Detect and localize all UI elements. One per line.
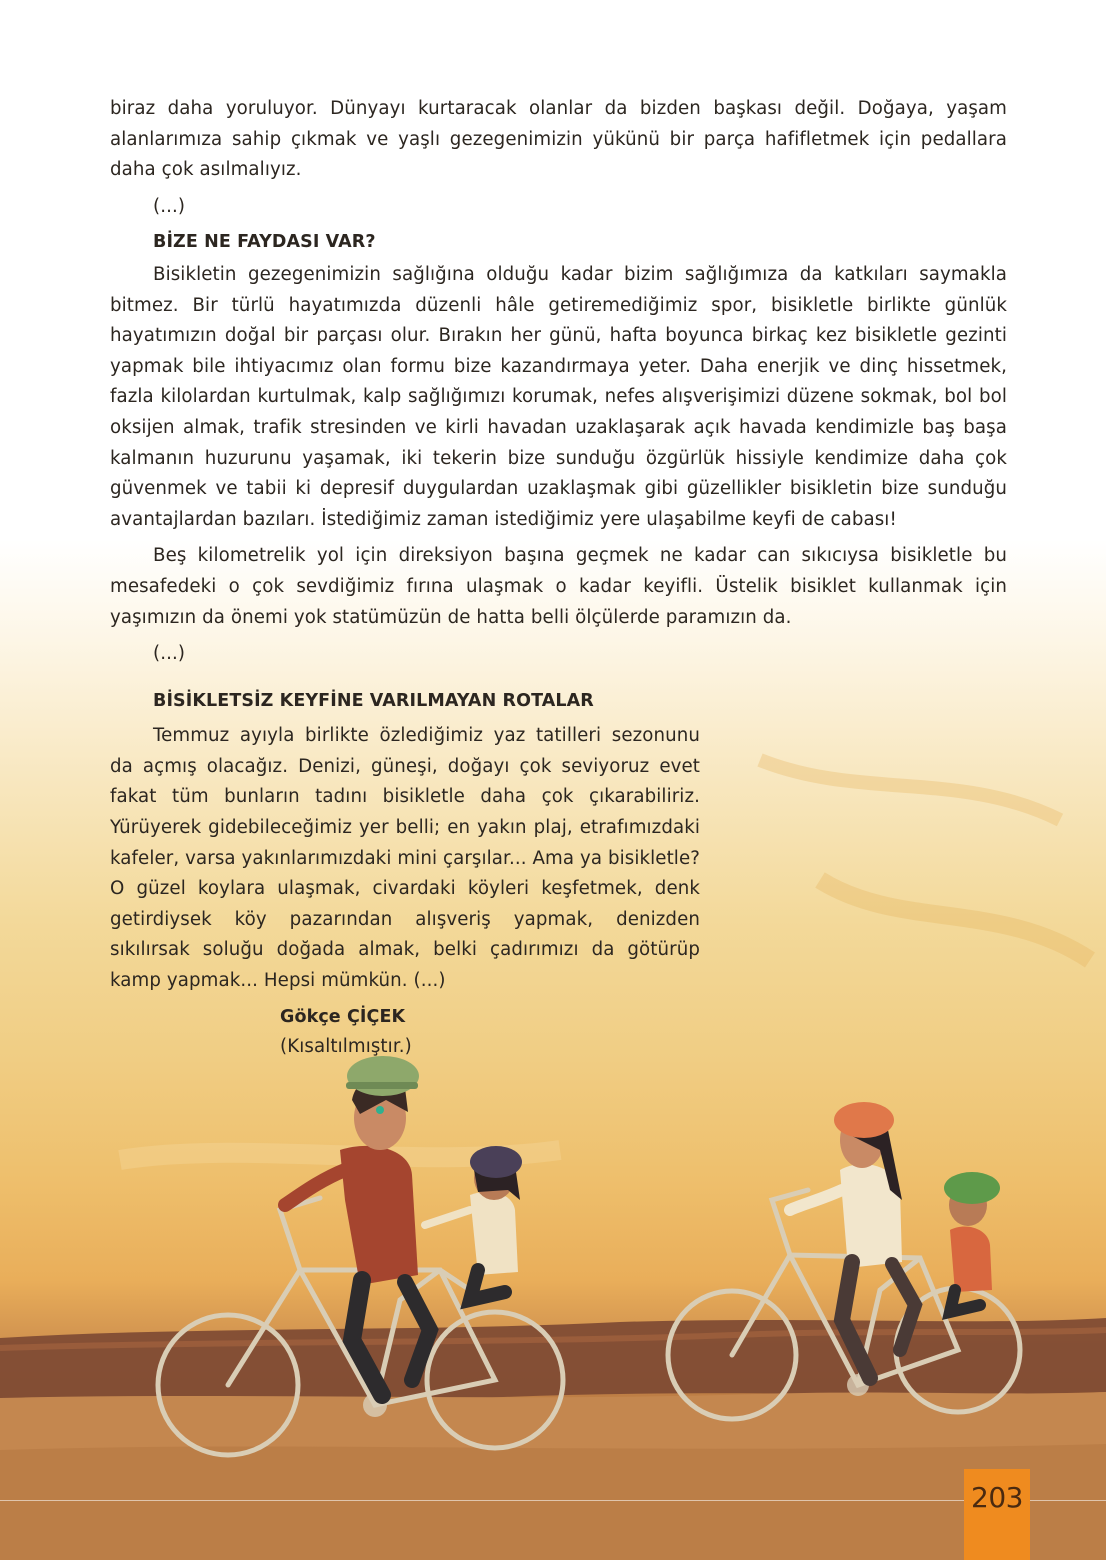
ellipsis-1: (...) bbox=[153, 195, 186, 217]
page-number: 203 bbox=[971, 1481, 1023, 1514]
page-number-tab bbox=[964, 1469, 1030, 1560]
paragraph-1: biraz daha yoruluyor. Dünyayı kurtaracak olanlar da bizden başkası değil. Doğaya, yaşam alanlarımıza sahip çıkmak ve yaşlı gezegenimizin yükünü bir parça hafifletmek için pedallara daha çok asılmalıyız. bbox=[110, 98, 1007, 181]
purple-helmet-icon bbox=[470, 1146, 522, 1178]
article-body bbox=[110, 94, 1007, 1063]
green-helmet-child-icon bbox=[944, 1172, 1000, 1204]
orange-helmet-icon bbox=[834, 1102, 894, 1138]
child-rider-left bbox=[425, 1146, 522, 1300]
author-block bbox=[110, 1002, 700, 1063]
paragraph-2: Bisikletin gezegenimizin sağlığına olduğu kadar bizim sağlığımıza da katkıları saymakla bitmez. Bir türlü hayatımızda düzenli hâle getiremediğimiz spor, bisikletle birlikte günlük hayatımızın doğal bir parçası olur. Bırakın her günü, hafta boyunca birkaç kez bisikletle gezinti yapmak bile ihtiyacımız olan formu bize kazandırmaya yeter. Daha enerjik ve dinç hissetmek, fazla kilolardan kurtulmak, kalp sağlığımızı korumak, nefes alışverişimizi düzene sokmak, bol bol oksijen almak, trafik stresinden ve kirli havadan uzaklaşarak açık havada kendimizle baş başa kalmanın huzurunu yaşamak, iki tekerin bize sunduğu özgürlük hissiyle kendimize daha çok güvenmek ve tabii ki depresif duygulardan uzaklaşmak gibi güzellikler bisikletin bize sunduğu avantajlardan bazıları. İstediğimiz zaman istediğimiz yere ulaşabilme keyfi de cabası! bbox=[110, 263, 1007, 530]
author-name: Gökçe ÇİÇEK bbox=[280, 1006, 406, 1027]
paragraph-3: Beş kilometrelik yol için direksiyon başına geçmek ne kadar can sıkıcıysa bisikletle bu mesafedeki o çok sevdiğimiz fırına ulaşmak o kadar keyifli. Üstelik bisiklet kullanmak için yaşımızın da önemi yok statümüzün de hatta belli ölçülerde paramızın da. bbox=[110, 545, 1007, 628]
ground-shade bbox=[0, 1444, 1106, 1560]
footer-rule bbox=[0, 1500, 1106, 1501]
child-rider-right bbox=[944, 1172, 1000, 1312]
abridged-note: (Kısaltılmıştır.) bbox=[280, 1036, 412, 1058]
ellipsis-2: (...) bbox=[153, 643, 186, 665]
section-heading-benefits: BİZE NE FAYDASI VAR? bbox=[153, 232, 376, 253]
paragraph-4: Temmuz ayıyla birlikte özlediğimiz yaz tatilleri sezonunu da açmış olacağız. Denizi, güneşi, doğayı çok seviyoruz evet fakat tüm bunların tadını bisikletle daha çok çıkarabiliriz. Yürüyerek gidebileceğimiz yer belli; en yakın plaj, etrafımızdaki kafeler, varsa yakınlarımızdaki mini çarşılar... Ama ya bisikletle? O güzel koylara ulaşmak, civardaki köyleri keşfetmek, denk getirdiysek köy pazarından alışveriş yapmak, denizden sıkılırsak soluğu doğada almak, belki çadırımızı da götürüp kamp yapmak... Hepsi mümkün. (...) bbox=[110, 725, 700, 992]
section-heading-routes: BİSİKLETSİZ KEYFİNE VARILMAYAN ROTALAR bbox=[153, 690, 594, 711]
